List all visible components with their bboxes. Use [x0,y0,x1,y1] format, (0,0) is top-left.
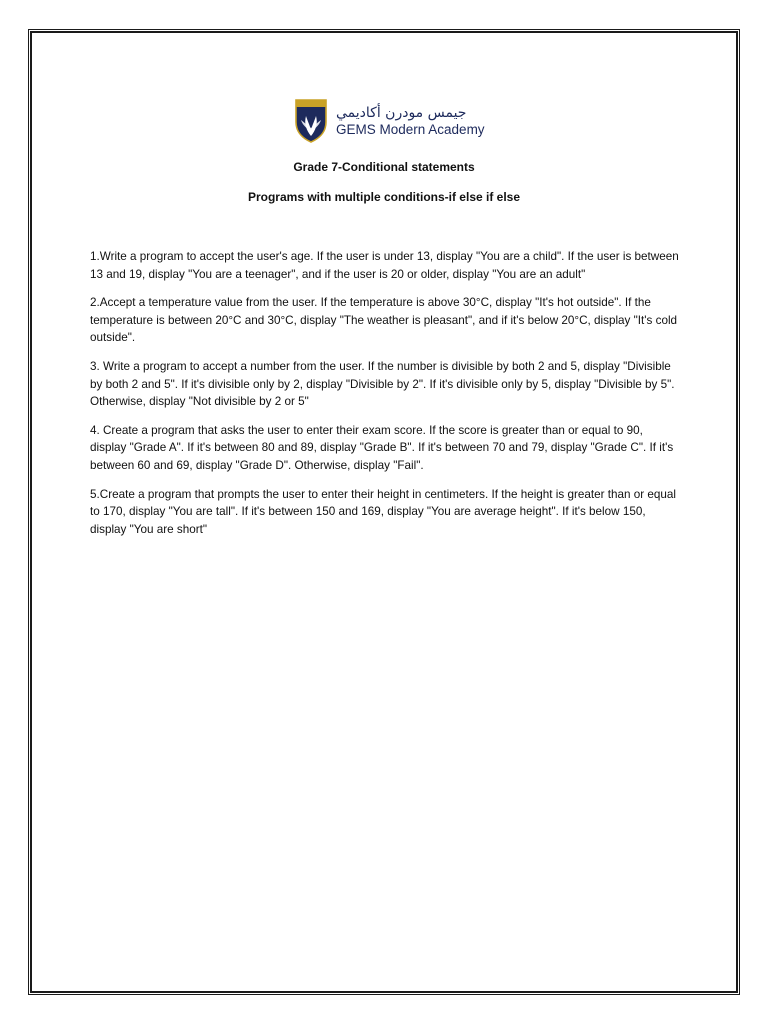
question-1: 1.Write a program to accept the user's age. If the user is under 13, display "You are a child". If the user is between 13 and 19, display "You are a teenager", and if the user is 20 or older, display "You are an adult" [90,250,679,281]
logo-wordmark [336,106,485,137]
question-4: 4. Create a program that asks the user to enter their exam score. If the score is greater than or equal to 90, display "Grade A". If it's between 80 and 89, display "Grade B". If it's between 70 and 79, display "Grade C". If it's between 60 and 69, display "Grade D". Otherwise, display "Fail". [90,423,674,472]
question-5: 5.Create a program that prompts the user to enter their height in centimeters. If the height is greater than or equal to 170, display "You are tall". If it's between 150 and 169, display "You are average height". If it's below 150, display "You are short" [90,487,676,536]
question-2: 2.Accept a temperature value from the user. If the temperature is above 30°C, display "It's hot outside". If the temperature is between 20°C and 30°C, display "The weather is pleasant", and if it's below 20°C, display "It's cold outside". [90,296,678,345]
logo-arabic-name: جيمس مودرن أكاديمي [336,104,467,121]
question-list [90,248,680,549]
shield-crest-icon [294,98,328,144]
document-title: Grade 7-Conditional statements [293,160,475,174]
school-logo [294,98,485,144]
logo-english-name: GEMS Modern Academy [336,121,485,137]
document-subtitle: Programs with multiple conditions-if else if else [247,190,521,204]
question-3: 3. Write a program to accept a number from the user. If the number is divisible by both 2 and 5, display "Divisible by both 2 and 5". If it's divisible only by 2, display "Divisible by 2". If it's divisible only by 5, display "Divisible by 5". Otherwise, display "Not divisible by 2 or 5" [90,359,675,409]
